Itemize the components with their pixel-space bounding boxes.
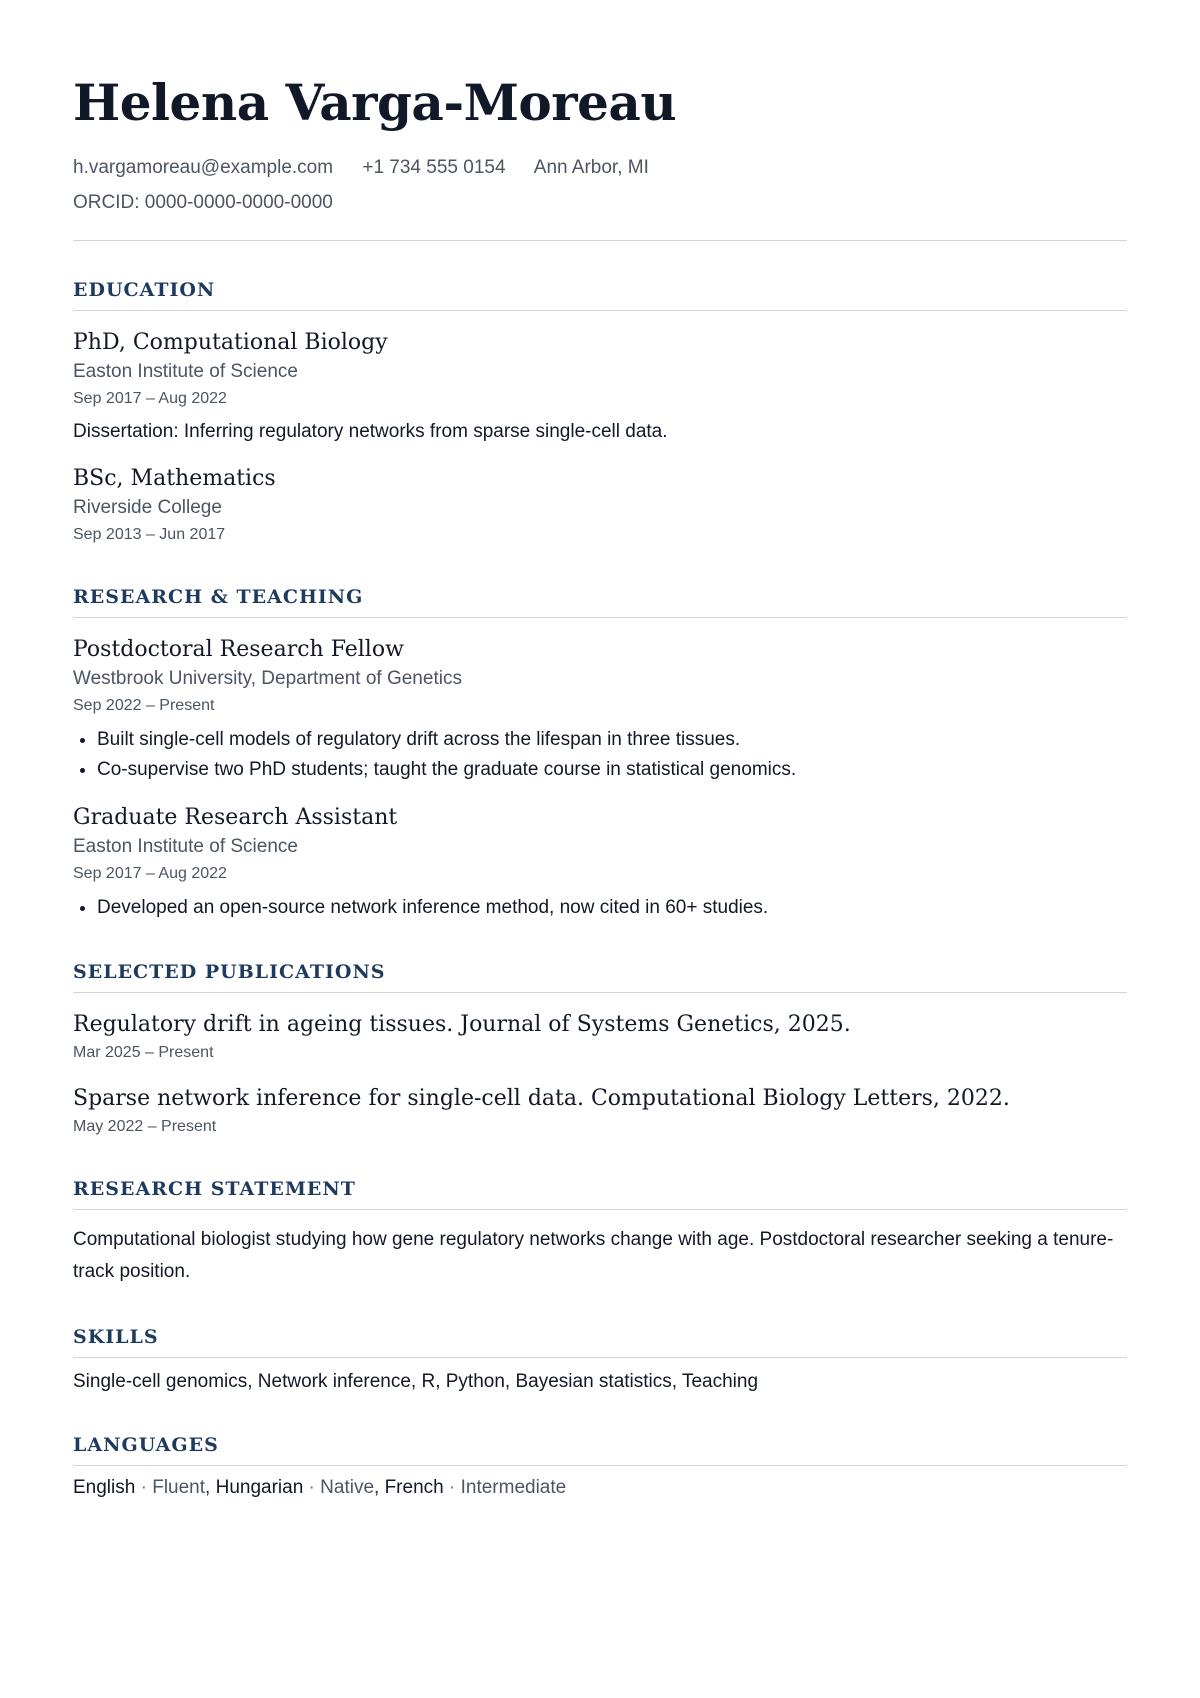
achievement-list <box>73 893 1127 923</box>
dates: Sep 2022 – Present <box>73 697 215 714</box>
role: Graduate Research Assistant <box>73 805 398 830</box>
phone: +1 734 555 0154 <box>362 157 506 178</box>
organization: Easton Institute of Science <box>73 836 298 857</box>
section-title-languages: LANGUAGES <box>73 1434 1127 1466</box>
section-title-education: EDUCATION <box>73 279 1127 311</box>
publication-citation: Sparse network inference for single-cell data. Computational Biology Letters, 2022. <box>73 1086 1010 1111</box>
achievement-item: • Developed an open-source network inference method, now cited in 60+ studies. <box>97 893 1127 923</box>
skills-list: Single-cell genomics, Network inference, R, Python, Bayesian statistics, Teaching <box>73 1371 759 1392</box>
orcid: ORCID: 0000-0000-0000-0000 <box>73 192 333 213</box>
header-divider <box>73 240 1127 241</box>
publication-entry <box>73 1084 1127 1140</box>
dates: Mar 2025 – Present <box>73 1044 214 1061</box>
section-title-research: RESEARCH & TEACHING <box>73 586 1127 618</box>
language-name: Hungarian <box>215 1477 304 1498</box>
research-statement-text: Computational biologist studying how gene regulatory networks change with age. Postdoctoral researcher seeking a tenure-track position. <box>73 1229 1114 1282</box>
comma: , <box>374 1477 385 1498</box>
separator: · <box>303 1477 321 1498</box>
section-title-skills: SKILLS <box>73 1326 1127 1358</box>
publications-section <box>73 961 1127 1140</box>
comma: , <box>205 1477 216 1498</box>
email: h.vargamoreau@example.com <box>73 157 334 178</box>
degree: PhD, Computational Biology <box>73 330 388 355</box>
language-name: English <box>73 1477 136 1498</box>
dissertation: Dissertation: Inferring regulatory networks from sparse single-cell data. <box>73 421 668 442</box>
contact-info <box>73 150 1127 220</box>
section-title-publications: SELECTED PUBLICATIONS <box>73 961 1127 993</box>
resume-header <box>73 66 1127 241</box>
education-entry <box>73 464 1127 548</box>
school: Easton Institute of Science <box>73 361 298 382</box>
separator: · <box>135 1477 153 1498</box>
language-level: Intermediate <box>460 1477 567 1498</box>
experience-entry <box>73 635 1127 785</box>
publication-citation: Regulatory drift in ageing tissues. Journal of Systems Genetics, 2025. <box>73 1012 851 1037</box>
separator: · <box>443 1477 461 1498</box>
dates: Sep 2013 – Jun 2017 <box>73 526 226 543</box>
education-section <box>73 279 1127 548</box>
language-name: French <box>384 1477 444 1498</box>
research-section <box>73 586 1127 923</box>
education-entry <box>73 328 1127 446</box>
achievement-list <box>73 725 1127 785</box>
section-title-statement: RESEARCH STATEMENT <box>73 1178 1127 1210</box>
languages-section <box>73 1434 1127 1502</box>
organization: Westbrook University, Department of Genetics <box>73 668 462 689</box>
candidate-name: Helena Varga-Moreau <box>73 73 677 132</box>
publication-entry <box>73 1010 1127 1066</box>
statement-section <box>73 1178 1127 1288</box>
school: Riverside College <box>73 497 222 518</box>
degree: BSc, Mathematics <box>73 466 276 491</box>
experience-entry <box>73 803 1127 923</box>
skills-section <box>73 1326 1127 1396</box>
dates: Sep 2017 – Aug 2022 <box>73 390 227 407</box>
dates: May 2022 – Present <box>73 1118 217 1135</box>
role: Postdoctoral Research Fellow <box>73 637 404 662</box>
dates: Sep 2017 – Aug 2022 <box>73 865 227 882</box>
language-level: Fluent <box>152 1477 206 1498</box>
language-level: Native <box>320 1477 375 1498</box>
achievement-item: • Built single-cell models of regulatory drift across the lifespan in three tissues. <box>97 725 1127 755</box>
languages-list <box>73 1474 1127 1502</box>
achievement-item: • Co-supervise two PhD students; taught the graduate course in statistical genomics. <box>97 755 1127 785</box>
location: Ann Arbor, MI <box>533 157 649 178</box>
